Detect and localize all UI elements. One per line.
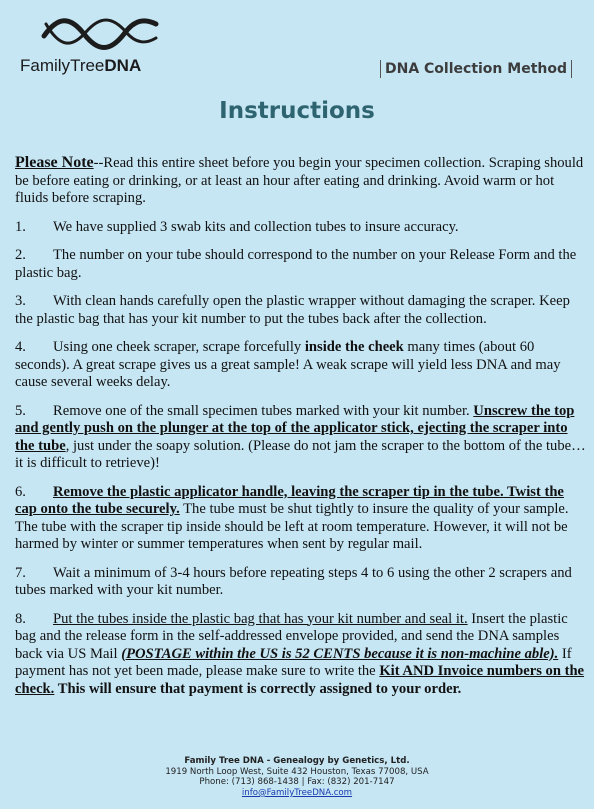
step-4: 4. Using one cheek scraper, scrape forcefully inside the cheek many times (about 60 seconds). A great scrape gives us a great sample! A weak scrape will yield less DNA and may cause several weeks delay. bbox=[15, 339, 561, 390]
step-1: 1. We have supplied 3 swab kits and collection tubes to insure accuracy. bbox=[15, 218, 459, 235]
collection-method-label: DNA Collection Method bbox=[380, 60, 572, 78]
footer-address: 1919 North Loop West, Suite 432 Houston, Texas 77008, USA bbox=[165, 766, 429, 777]
step-7: 7. Wait a minimum of 3-4 hours before repeating steps 4 to 6 using the other 2 scrapers and tubes marked with your kit number. bbox=[15, 564, 572, 598]
logo-text: FamilyTreeDNA bbox=[20, 56, 142, 75]
step-5: 5. Remove one of the small specimen tubes marked with your kit number. Unscrew the top and gently push on the plunger at the top of the applicator stick, ejecting the scraper into the tube, just under the soapy solution. (Please do not jam the scraper to the bottom of the tube…it is difficult to retrieve)! bbox=[15, 402, 586, 471]
dna-helix-icon bbox=[40, 14, 160, 54]
company-logo bbox=[18, 14, 168, 78]
step-2: 2. The number on your tube should correspond to the number on your Release Form and the plastic bag. bbox=[15, 247, 577, 281]
page-title: Instructions bbox=[219, 98, 375, 124]
step-8: 8. Put the tubes inside the plastic bag that has your kit number and seal it. Insert the plastic bag and the release form in the self-addressed envelope provided, and send the DNA samples back via US Mail (POSTAGE within the US is 52 CENTS because it is non-machine able). If payment has not yet been made, please make sure to write the Kit AND Invoice numbers on the check. This will ensure that payment is correctly assigned to your order. bbox=[15, 610, 585, 697]
step-3: 3. With clean hands carefully open the plastic wrapper without damaging the scraper. Keep the plastic bag that has your kit number to put the tubes back after the collection. bbox=[15, 293, 570, 327]
footer-company: Family Tree DNA - Genealogy by Genetics, Ltd. bbox=[184, 756, 410, 766]
step-6: 6. Remove the plastic applicator handle, leaving the scraper tip in the tube. Twist the cap onto the tube securely. The tube must be shut tightly to insure the quality of your sample. The tube with the scraper tip inside should be left at room temperature. However, it will not be harmed by winter or summer temperatures when sent by regular mail. bbox=[15, 483, 569, 552]
footer-phone: Phone: (713) 868-1438 | Fax: (832) 201-7147 bbox=[199, 777, 395, 788]
footer bbox=[0, 756, 594, 798]
footer-email-link[interactable]: info@FamilyTreeDNA.com bbox=[241, 787, 353, 798]
instructions-body bbox=[15, 154, 587, 709]
please-note: Please Note--Read this entire sheet before you begin your specimen collection. Scraping should be before eating or drinking, or at least an hour after eating and drinking. Avoid warm or hot fluids before scraping. bbox=[15, 154, 584, 206]
header bbox=[0, 0, 594, 90]
